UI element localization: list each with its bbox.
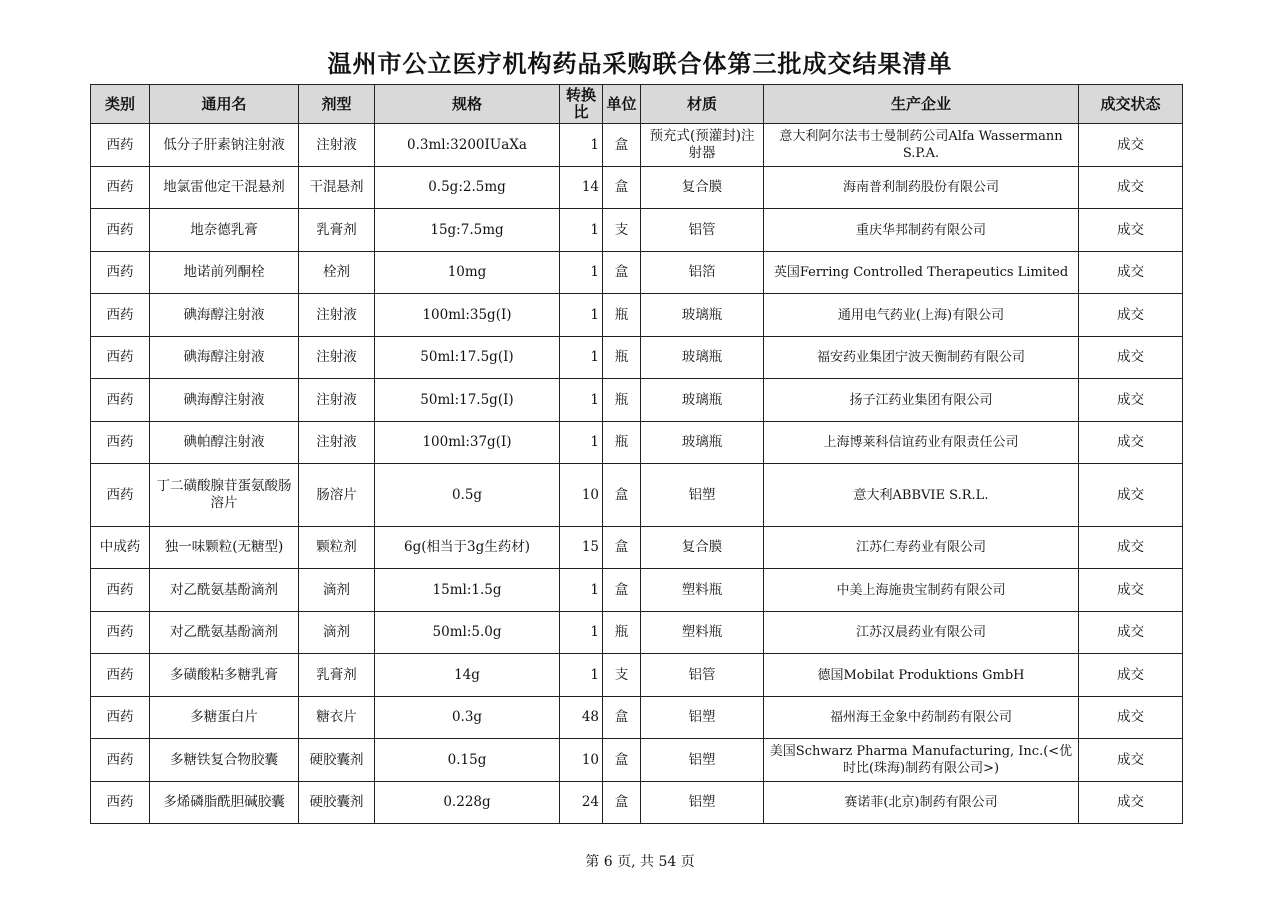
dosage-form-cell: 乳膏剂 bbox=[299, 209, 375, 252]
unit-cell: 支 bbox=[603, 209, 641, 252]
dosage-form-cell: 干混悬剂 bbox=[299, 167, 375, 209]
status-cell: 成交 bbox=[1079, 612, 1183, 654]
header-dosage-form: 剂型 bbox=[299, 85, 375, 124]
generic-name-cell: 多烯磷脂酰胆碱胶囊 bbox=[150, 782, 299, 824]
manufacturer-cell: 海南普利制药股份有限公司 bbox=[764, 167, 1079, 209]
conversion-ratio-cell: 1 bbox=[560, 337, 603, 379]
status-cell: 成交 bbox=[1079, 337, 1183, 379]
table-row bbox=[91, 209, 1183, 252]
table-row bbox=[91, 697, 1183, 739]
conversion-ratio-cell: 48 bbox=[560, 697, 603, 739]
table-row bbox=[91, 294, 1183, 337]
header-material: 材质 bbox=[641, 85, 764, 124]
header-spec: 规格 bbox=[375, 85, 560, 124]
conversion-ratio-cell: 14 bbox=[560, 167, 603, 209]
material-cell: 铝塑 bbox=[641, 782, 764, 824]
unit-cell: 瓶 bbox=[603, 612, 641, 654]
category-cell: 西药 bbox=[91, 124, 150, 167]
status-cell: 成交 bbox=[1079, 739, 1183, 782]
table-row bbox=[91, 337, 1183, 379]
category-cell: 西药 bbox=[91, 294, 150, 337]
conversion-ratio-cell: 1 bbox=[560, 569, 603, 612]
generic-name-cell: 对乙酰氨基酚滴剂 bbox=[150, 569, 299, 612]
table-row bbox=[91, 167, 1183, 209]
results-table bbox=[90, 84, 1183, 824]
dosage-form-cell: 肠溶片 bbox=[299, 464, 375, 527]
unit-cell: 盒 bbox=[603, 124, 641, 167]
category-cell: 西药 bbox=[91, 569, 150, 612]
category-cell: 中成药 bbox=[91, 527, 150, 569]
status-cell: 成交 bbox=[1079, 379, 1183, 422]
category-cell: 西药 bbox=[91, 612, 150, 654]
material-cell: 铝塑 bbox=[641, 697, 764, 739]
category-cell: 西药 bbox=[91, 782, 150, 824]
category-cell: 西药 bbox=[91, 379, 150, 422]
dosage-form-cell: 颗粒剂 bbox=[299, 527, 375, 569]
material-cell: 塑料瓶 bbox=[641, 612, 764, 654]
dosage-form-cell: 注射液 bbox=[299, 422, 375, 464]
manufacturer-cell: 江苏汉晨药业有限公司 bbox=[764, 612, 1079, 654]
status-cell: 成交 bbox=[1079, 697, 1183, 739]
status-cell: 成交 bbox=[1079, 209, 1183, 252]
status-cell: 成交 bbox=[1079, 569, 1183, 612]
table-row bbox=[91, 612, 1183, 654]
header-status: 成交状态 bbox=[1079, 85, 1183, 124]
dosage-form-cell: 乳膏剂 bbox=[299, 654, 375, 697]
generic-name-cell: 碘海醇注射液 bbox=[150, 379, 299, 422]
status-cell: 成交 bbox=[1079, 252, 1183, 294]
header-generic-name: 通用名 bbox=[150, 85, 299, 124]
table-header bbox=[91, 85, 1183, 124]
generic-name-cell: 独一味颗粒(无糖型) bbox=[150, 527, 299, 569]
material-cell: 铝塑 bbox=[641, 464, 764, 527]
unit-cell: 盒 bbox=[603, 464, 641, 527]
table-body bbox=[91, 124, 1183, 824]
status-cell: 成交 bbox=[1079, 782, 1183, 824]
header-conversion-ratio: 转换比 bbox=[560, 85, 603, 124]
dosage-form-cell: 滴剂 bbox=[299, 569, 375, 612]
material-cell: 复合膜 bbox=[641, 527, 764, 569]
dosage-form-cell: 注射液 bbox=[299, 294, 375, 337]
generic-name-cell: 碘海醇注射液 bbox=[150, 294, 299, 337]
spec-cell: 100ml:35g(I) bbox=[375, 294, 560, 337]
manufacturer-cell: 上海博莱科信谊药业有限责任公司 bbox=[764, 422, 1079, 464]
unit-cell: 盒 bbox=[603, 252, 641, 294]
dosage-form-cell: 糖衣片 bbox=[299, 697, 375, 739]
conversion-ratio-cell: 1 bbox=[560, 209, 603, 252]
spec-cell: 50ml:17.5g(I) bbox=[375, 337, 560, 379]
conversion-ratio-cell: 1 bbox=[560, 252, 603, 294]
header-category: 类别 bbox=[91, 85, 150, 124]
conversion-ratio-cell: 1 bbox=[560, 124, 603, 167]
dosage-form-cell: 注射液 bbox=[299, 124, 375, 167]
manufacturer-cell: 扬子江药业集团有限公司 bbox=[764, 379, 1079, 422]
manufacturer-cell: 江苏仁寿药业有限公司 bbox=[764, 527, 1079, 569]
table-row bbox=[91, 654, 1183, 697]
conversion-ratio-cell: 24 bbox=[560, 782, 603, 824]
manufacturer-cell: 中美上海施贵宝制药有限公司 bbox=[764, 569, 1079, 612]
table-row bbox=[91, 379, 1183, 422]
unit-cell: 盒 bbox=[603, 739, 641, 782]
status-cell: 成交 bbox=[1079, 124, 1183, 167]
unit-cell: 瓶 bbox=[603, 337, 641, 379]
page-footer: 第 6 页, 共 54 页 bbox=[585, 854, 695, 870]
table-row bbox=[91, 422, 1183, 464]
table-row bbox=[91, 252, 1183, 294]
spec-cell: 0.228g bbox=[375, 782, 560, 824]
manufacturer-cell: 重庆华邦制药有限公司 bbox=[764, 209, 1079, 252]
generic-name-cell: 多磺酸粘多糖乳膏 bbox=[150, 654, 299, 697]
material-cell: 玻璃瓶 bbox=[641, 379, 764, 422]
category-cell: 西药 bbox=[91, 252, 150, 294]
manufacturer-cell: 福安药业集团宁波天衡制药有限公司 bbox=[764, 337, 1079, 379]
table-row bbox=[91, 124, 1183, 167]
status-cell: 成交 bbox=[1079, 167, 1183, 209]
conversion-ratio-cell: 1 bbox=[560, 422, 603, 464]
unit-cell: 盒 bbox=[603, 569, 641, 612]
manufacturer-cell: 福州海王金象中药制药有限公司 bbox=[764, 697, 1079, 739]
generic-name-cell: 多糖铁复合物胶囊 bbox=[150, 739, 299, 782]
spec-cell: 10mg bbox=[375, 252, 560, 294]
dosage-form-cell: 硬胶囊剂 bbox=[299, 782, 375, 824]
generic-name-cell: 地氯雷他定干混悬剂 bbox=[150, 167, 299, 209]
spec-cell: 0.15g bbox=[375, 739, 560, 782]
table-row bbox=[91, 569, 1183, 612]
conversion-ratio-cell: 1 bbox=[560, 654, 603, 697]
unit-cell: 盒 bbox=[603, 782, 641, 824]
spec-cell: 0.5g bbox=[375, 464, 560, 527]
material-cell: 玻璃瓶 bbox=[641, 294, 764, 337]
category-cell: 西药 bbox=[91, 464, 150, 527]
status-cell: 成交 bbox=[1079, 422, 1183, 464]
status-cell: 成交 bbox=[1079, 294, 1183, 337]
dosage-form-cell: 栓剂 bbox=[299, 252, 375, 294]
status-cell: 成交 bbox=[1079, 527, 1183, 569]
spec-cell: 100ml:37g(I) bbox=[375, 422, 560, 464]
spec-cell: 15g:7.5mg bbox=[375, 209, 560, 252]
manufacturer-cell: 意大利ABBVIE S.R.L. bbox=[764, 464, 1079, 527]
generic-name-cell: 丁二磺酸腺苷蛋氨酸肠溶片 bbox=[150, 464, 299, 527]
spec-cell: 14g bbox=[375, 654, 560, 697]
material-cell: 玻璃瓶 bbox=[641, 422, 764, 464]
conversion-ratio-cell: 15 bbox=[560, 527, 603, 569]
category-cell: 西药 bbox=[91, 337, 150, 379]
generic-name-cell: 碘帕醇注射液 bbox=[150, 422, 299, 464]
generic-name-cell: 碘海醇注射液 bbox=[150, 337, 299, 379]
dosage-form-cell: 滴剂 bbox=[299, 612, 375, 654]
status-cell: 成交 bbox=[1079, 464, 1183, 527]
dosage-form-cell: 硬胶囊剂 bbox=[299, 739, 375, 782]
table-row bbox=[91, 739, 1183, 782]
material-cell: 预充式(预灌封)注射器 bbox=[641, 124, 764, 167]
spec-cell: 0.5g:2.5mg bbox=[375, 167, 560, 209]
category-cell: 西药 bbox=[91, 167, 150, 209]
category-cell: 西药 bbox=[91, 739, 150, 782]
table-row bbox=[91, 464, 1183, 527]
material-cell: 铝管 bbox=[641, 209, 764, 252]
header-manufacturer: 生产企业 bbox=[764, 85, 1079, 124]
conversion-ratio-cell: 1 bbox=[560, 612, 603, 654]
unit-cell: 瓶 bbox=[603, 379, 641, 422]
conversion-ratio-cell: 1 bbox=[560, 379, 603, 422]
generic-name-cell: 地诺前列酮栓 bbox=[150, 252, 299, 294]
conversion-ratio-cell: 10 bbox=[560, 739, 603, 782]
unit-cell: 瓶 bbox=[603, 294, 641, 337]
generic-name-cell: 多糖蛋白片 bbox=[150, 697, 299, 739]
unit-cell: 盒 bbox=[603, 697, 641, 739]
header-unit: 单位 bbox=[603, 85, 641, 124]
manufacturer-cell: 德国Mobilat Produktions GmbH bbox=[764, 654, 1079, 697]
unit-cell: 盒 bbox=[603, 527, 641, 569]
manufacturer-cell: 赛诺菲(北京)制药有限公司 bbox=[764, 782, 1079, 824]
manufacturer-cell: 意大利阿尔法韦士曼制药公司Alfa Wassermann S.P.A. bbox=[764, 124, 1079, 167]
dosage-form-cell: 注射液 bbox=[299, 337, 375, 379]
material-cell: 铝管 bbox=[641, 654, 764, 697]
unit-cell: 瓶 bbox=[603, 422, 641, 464]
spec-cell: 0.3g bbox=[375, 697, 560, 739]
header-row bbox=[91, 85, 1183, 124]
spec-cell: 50ml:17.5g(I) bbox=[375, 379, 560, 422]
manufacturer-cell: 英国Ferring Controlled Therapeutics Limited bbox=[764, 252, 1079, 294]
page-title: 温州市公立医疗机构药品采购联合体第三批成交结果清单 bbox=[327, 50, 953, 78]
spec-cell: 6g(相当于3g生药材) bbox=[375, 527, 560, 569]
material-cell: 玻璃瓶 bbox=[641, 337, 764, 379]
material-cell: 铝塑 bbox=[641, 739, 764, 782]
spec-cell: 15ml:1.5g bbox=[375, 569, 560, 612]
material-cell: 塑料瓶 bbox=[641, 569, 764, 612]
conversion-ratio-cell: 1 bbox=[560, 294, 603, 337]
spec-cell: 0.3ml:3200IUaXa bbox=[375, 124, 560, 167]
unit-cell: 盒 bbox=[603, 167, 641, 209]
table-row bbox=[91, 782, 1183, 824]
conversion-ratio-cell: 10 bbox=[560, 464, 603, 527]
spec-cell: 50ml:5.0g bbox=[375, 612, 560, 654]
material-cell: 铝箔 bbox=[641, 252, 764, 294]
manufacturer-cell: 通用电气药业(上海)有限公司 bbox=[764, 294, 1079, 337]
category-cell: 西药 bbox=[91, 654, 150, 697]
category-cell: 西药 bbox=[91, 697, 150, 739]
category-cell: 西药 bbox=[91, 422, 150, 464]
material-cell: 复合膜 bbox=[641, 167, 764, 209]
dosage-form-cell: 注射液 bbox=[299, 379, 375, 422]
generic-name-cell: 低分子肝素钠注射液 bbox=[150, 124, 299, 167]
manufacturer-cell: 美国Schwarz Pharma Manufacturing, Inc.(<优时比(珠海)制药有限公司>) bbox=[764, 739, 1079, 782]
unit-cell: 支 bbox=[603, 654, 641, 697]
status-cell: 成交 bbox=[1079, 654, 1183, 697]
generic-name-cell: 对乙酰氨基酚滴剂 bbox=[150, 612, 299, 654]
category-cell: 西药 bbox=[91, 209, 150, 252]
table-row bbox=[91, 527, 1183, 569]
generic-name-cell: 地奈德乳膏 bbox=[150, 209, 299, 252]
